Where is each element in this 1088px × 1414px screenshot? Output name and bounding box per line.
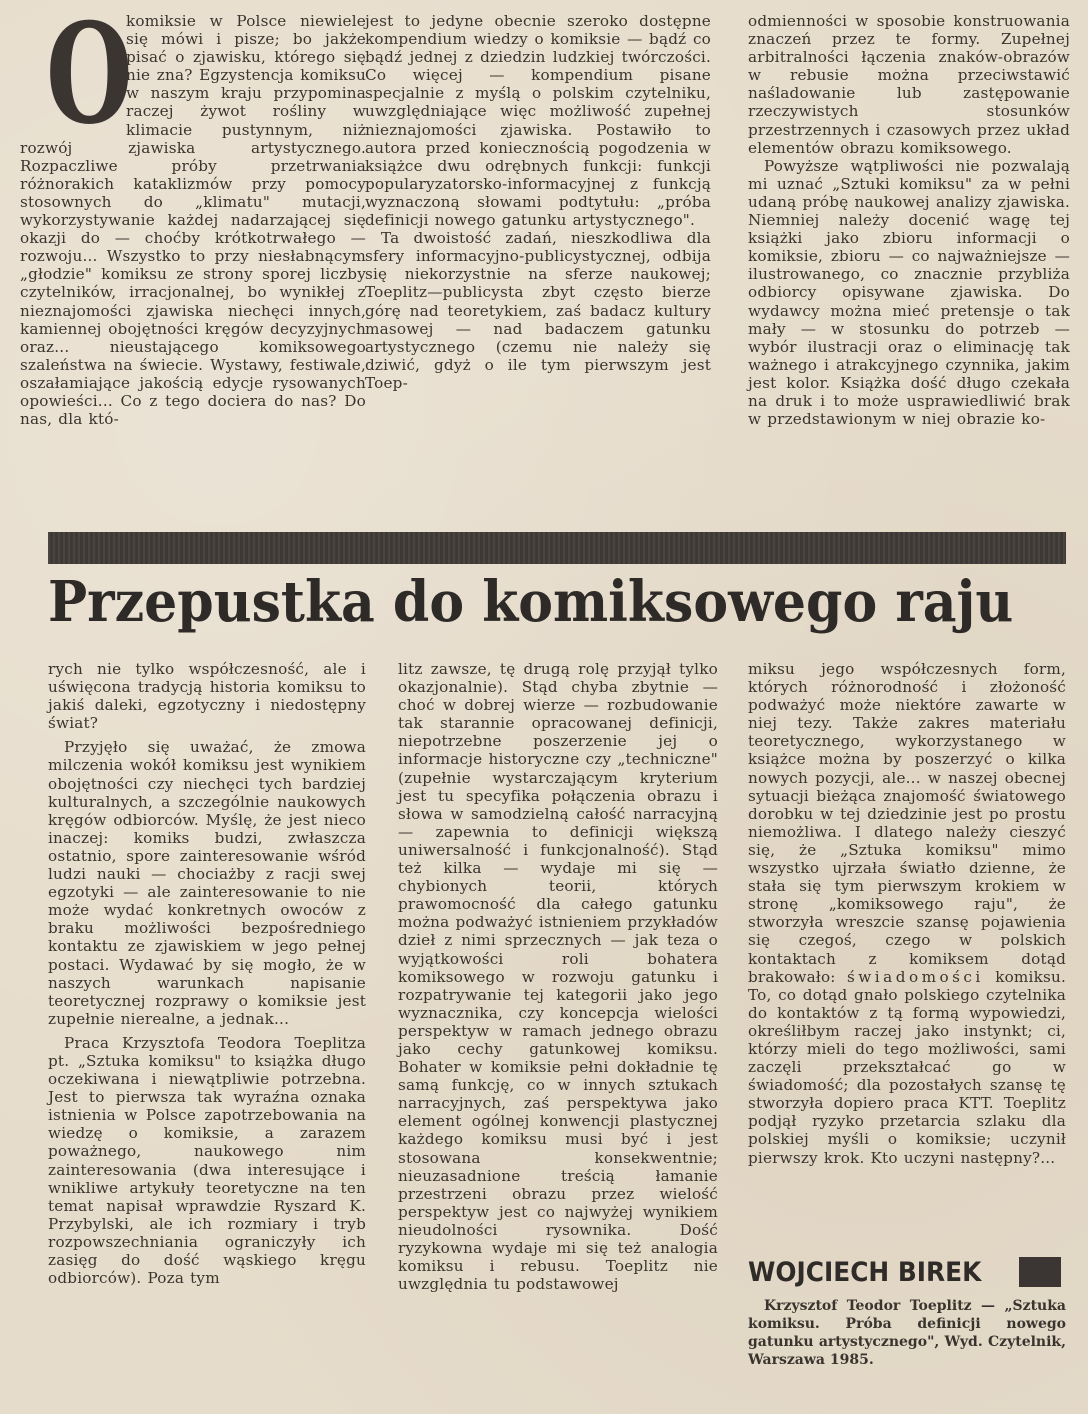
paragraph: rych nie tylko współczesność, ale i uświęcona tradycją historia komiksu to jakiś daleki, egzotyczny i niedostępny świat? [48, 660, 366, 733]
text-run: miksu jego współczesnych form, których różnorodność i złożoność podważyć może niektóre zawarte w niej tezy. Także zakres materiału teoretycznego, wykorzystanego w książce można by poszerzyć o kilka nowych pozycji, ale... w naszej obecnej sytuacji bieżąca znajomość światowego dorobku w tej dziedzinie jest po prostu niemożliwa. I dlatego należy cieszyć się, że „Sztuka komiksu" mimo wszystko ujrzała światło dzienne, że stała się tym pierwszym krokiem w stronę „komiksowego raju", że stworzyła wreszcie szansę pojawienia się czegoś, czego w polskich kontaktach z komiksem dotąd brakowało: [748, 660, 1066, 986]
emphasized-word: świadomości [847, 967, 984, 986]
article-column-2 [365, 12, 711, 392]
book-reference-text: Krzysztof Teodor Toeplitz — „Sztuka komiksu. Próba definicji nowego gatunku artystycznego", Wyd. Czytelnik, Warszawa 1985. [748, 1298, 1066, 1368]
drop-cap: O [46, 0, 133, 155]
author-name: WOJCIECH BIREK [748, 1257, 982, 1288]
article-column-1 [20, 0, 366, 429]
byline [748, 1257, 1066, 1293]
paragraph: Ta dwoistość zadań, nieszkodliwa dla sfery informacyjno-publicystycznej, odbija się niekorzystnie na sferze naukowej; Toeplitz—publicysta zbyt często bierze górę nad teoretykiem, zaś badacz kultury masowej — nad badaczem gatunku artystycznego (czemu nie należy się dziwić, gdyż o ile tym pierwszym jest Toep- [365, 229, 711, 392]
text-run: komiksu. To, co dotąd gnało polskiego czytelnika do kontaktów z tą formą wypowiedzi, określiłbym raczej jako instynkt; ci, którzy mieli do tego możliwości, sami zaczęli przekształcać go w świadomość; dla pozostałych szansę tę stworzyła dopiero praca KTT. Toeplitz podjął ryzyko przetarcia szlaku dla polskiej myśli o komiksie; uczynił pierwszy krok. Kto uczyni następny?... [748, 967, 1066, 1167]
article-column-3 [748, 12, 1070, 428]
paragraph: komiksie w Polsce niewiele się mówi i pisze; bo jakże pisać o zjawisku, którego się nie zna? Egzystencja komiksu w naszym kraju przypomina raczej żywot rośliny w klimacie pustynnym, niż rozwój zjawiska artystycznego. Rozpaczliwe próby przetrwania różnorakich kataklizmów przy pomocy stosownych do „klimatu" mutacji, wykorzystywanie każdej nadarzającej się okazji do — choćby krótkotrwałego — rozwoju... Wszystko to przy niesłabnącym „głodzie" komiksu ze strony sporej liczby czytelników, irracjonalnej, bo wynikłej z nieznajomości zjawiska niechęci innych, kamiennej obojętności kręgów decyzyjnych oraz... nieustającego komiksowego szaleństwa na świecie. Wystawy, festiwale, oszałamiające jakością edycje rysowanych opowieści... Co z tego dociera do nas? Do nas, dla któ- [20, 12, 366, 429]
paragraph: jest to jedyne obecnie szeroko dostępne kompendium wiedzy o komiksie — bądź co bądź jednej z dziedzin ludzkiej twórczości. Co więcej — kompendium pisane specjalnie z myślą o polskim czytelniku, uwzględniające więc możliwość zupełnej nieznajomości zjawiska. Postawiło to autora przed koniecznością pogodzenia w książce dwu odrębnych funkcji: funkcji popularyzatorsko-informacyjnej z funkcją wyznaczoną słowami podtytułu: „próba definicji nowego gatunku artystycznego". [365, 12, 711, 230]
article-column-5 [398, 660, 718, 1293]
paragraph: Praca Krzysztofa Teodora Toeplitza pt. „Sztuka komiksu" to książka długo oczekiwana i niewątpliwie potrzebna. Jest to pierwsza tak wyraźna oznaka istnienia w Polsce zapotrzebowania na wiedzę o komiksie, a zarazem poważnego, naukowego nim zainteresowania (dwa interesujące i wnikliwe artykuły teoretyczne na ten temat napisał wprawdzie Ryszard K. Przybylski, ale ich rozmiary i tryb rozpowszechniania ograniczyły ich zasięg do dość wąskiego kręgu odbiorców). Poza tym [48, 1033, 366, 1288]
article-column-4 [48, 660, 366, 1287]
article-column-6 [748, 660, 1066, 1167]
paragraph: odmienności w sposobie konstruowania znaczeń przez te formy. Zupełnej arbitralności łączenia znaków-obrazów w rebusie można przeciwstawić naśladowanie lub zastępowanie rzeczywistych stosunków przestrzennych i czasowych przez układ elementów obrazu komiksowego. [748, 12, 1070, 157]
headline-rule-bar [48, 532, 1066, 564]
paragraph: litz zawsze, tę drugą rolę przyjął tylko okazjonalnie). Stąd chyba zbytnie — choć w dobrej wierze — rozbudowanie tak starannie opracowanej definicji, niepotrzebne poszerzenie jej o informacje historyczne czy „techniczne" (zupełnie wystarczającym kryterium jest tu specyfika połączenia obrazu i słowa w samodzielną całość narracyjną — zapewnia to definicji większą uniwersalność i funkcjonalność). Stąd też kilka — wydaje mi się — chybionych teorii, których prawomocność dla całego gatunku można podważyć istnieniem przykładów dzieł z nimi sprzecznych — jak teza o wyjątkowości roli bohatera komiksowego w rozwoju gatunku i rozpatrywanie tej kategorii jako jego wyznacznika, czy koncepcja wielości perspektyw w ramach jednego obrazu jako cechy gatunkowej komiksu. Bohater w komiksie pełni dokładnie tę samą funkcję, co w innych sztukach narracyjnych, zaś perspektywa jako element ogólnej konwencji plastycznej każdego komiksu musi być i jest stosowana konsekwentnie; nieuzasadnione treścią łamanie przestrzeni obrazu przez wielość perspektyw jest co najwyżej wynikiem nieudolności rysownika. Dość ryzykowna wydaje mi się też analogia komiksu i rebusu. Toeplitz nie uwzględnia tu podstawowej [398, 660, 718, 1294]
end-mark-block [1019, 1257, 1061, 1287]
headline: Przepustka do komiksowego raju [48, 569, 1014, 635]
paragraph [748, 660, 1066, 1167]
paragraph: Przyjęło się uważać, że zmowa milczenia wokół komiksu jest wynikiem obojętności czy niechęci tych bardziej kulturalnych, a szczególnie naukowych kręgów odbiorców. Myślę, że jest nieco inaczej: komiks budzi, zwłaszcza ostatnio, spore zainteresowanie wśród ludzi nauki — chociażby z racji swej egzotyki — ale zainteresowanie to nie może wydać konkretnych owoców z braku możliwości bezpośredniego kontaktu ze zjawiskiem w jego pełnej postaci. Wydawać by się mogło, że w naszych warunkach napisanie teoretycznej rozprawy o komiksie jest zupełnie nierealne, a jednak... [48, 738, 366, 1028]
paragraph: Powyższe wątpliwości nie pozwalają mi uznać „Sztuki komiksu" za w pełni udaną próbę naukowej analizy zjawiska. Niemniej należy docenić wagę tej książki jako zbioru informacji o komiksie, zbioru — co najważniejsze — ilustrowanego, co znacznie przybliża odbiorcy opisywane zjawiska. Do wydawcy można mieć pretensje o tak mały — w stosunku do potrzeb — wybór ilustracji oraz o eliminację tak ważnego i atrakcyjnego czynnika, jakim jest kolor. Książka dość długo czekała na druk i to może usprawiedliwić brak w przedstawionym w niej obrazie ko- [748, 156, 1070, 429]
book-reference [748, 1297, 1066, 1369]
